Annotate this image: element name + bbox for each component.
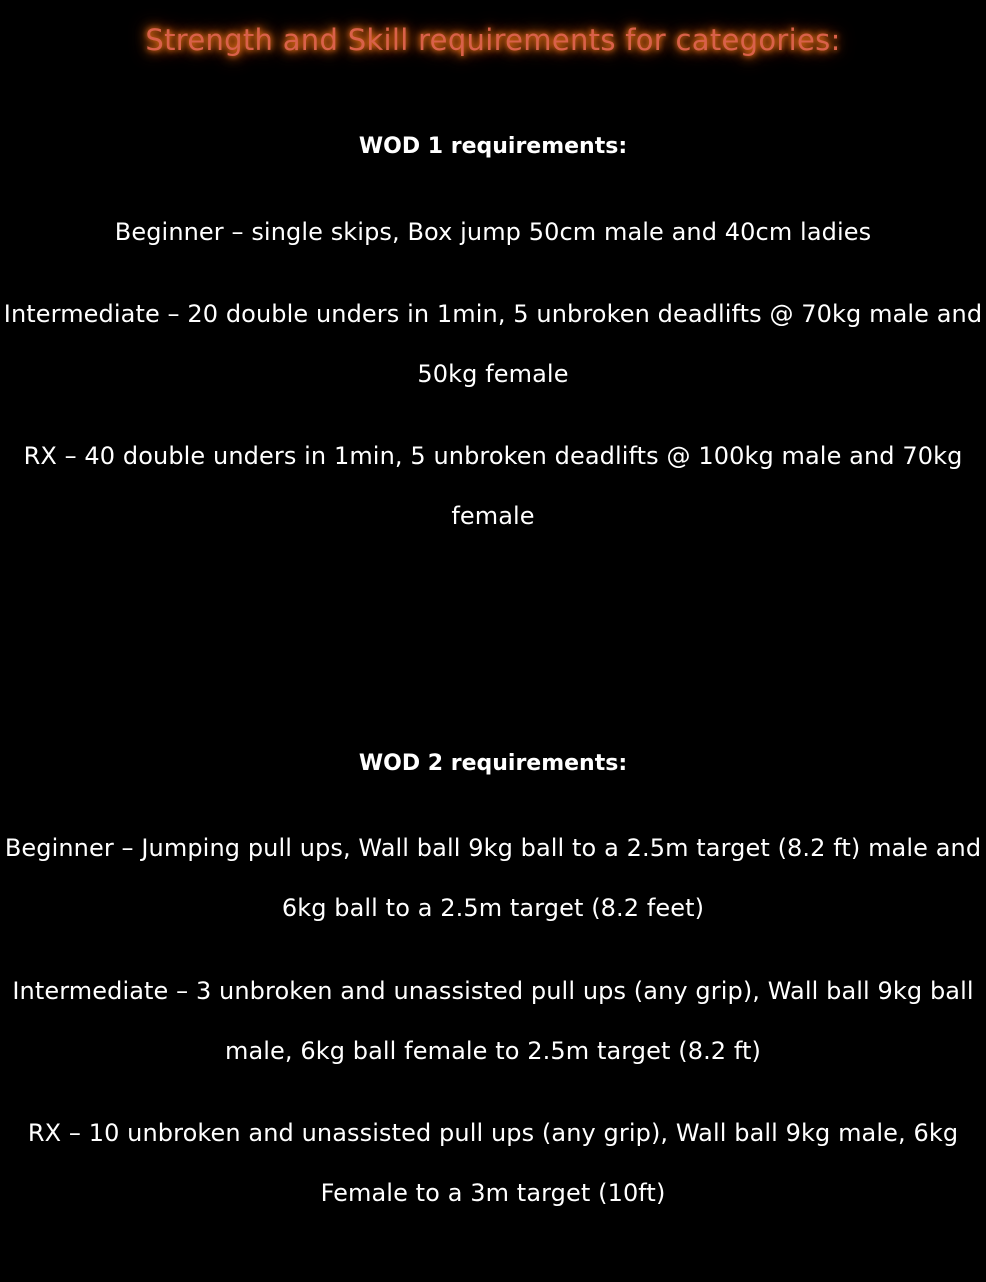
wod2-rx-requirement: RX – 10 unbroken and unassisted pull ups (any grip), Wall ball 9kg male, 6kg Female to a 3m target (10ft) [27, 1119, 959, 1207]
wod1-intermediate-requirement: Intermediate – 20 double unders in 1min, 5 unbroken deadlifts @ 70kg male and 50kg female [3, 300, 983, 388]
wod2-beginner-requirement: Beginner – Jumping pull ups, Wall ball 9kg ball to a 2.5m target (8.2 ft) male and 6kg ball to a 2.5m target (8.2 feet) [4, 834, 982, 922]
wod2-heading: WOD 2 requirements: [358, 751, 628, 776]
wod2-intermediate-requirement: Intermediate – 3 unbroken and unassisted pull ups (any grip), Wall ball 9kg ball male, 6kg ball female to 2.5m target (8.2 ft) [12, 977, 974, 1065]
wod1-heading: WOD 1 requirements: [358, 134, 628, 159]
wod1-beginner-requirement: Beginner – single skips, Box jump 50cm male and 40cm ladies [114, 218, 872, 246]
wod1-rx-requirement: RX – 40 double unders in 1min, 5 unbroken deadlifts @ 100kg male and 70kg female [23, 442, 963, 530]
page-title: Strength and Skill requirements for categories: [145, 23, 841, 57]
